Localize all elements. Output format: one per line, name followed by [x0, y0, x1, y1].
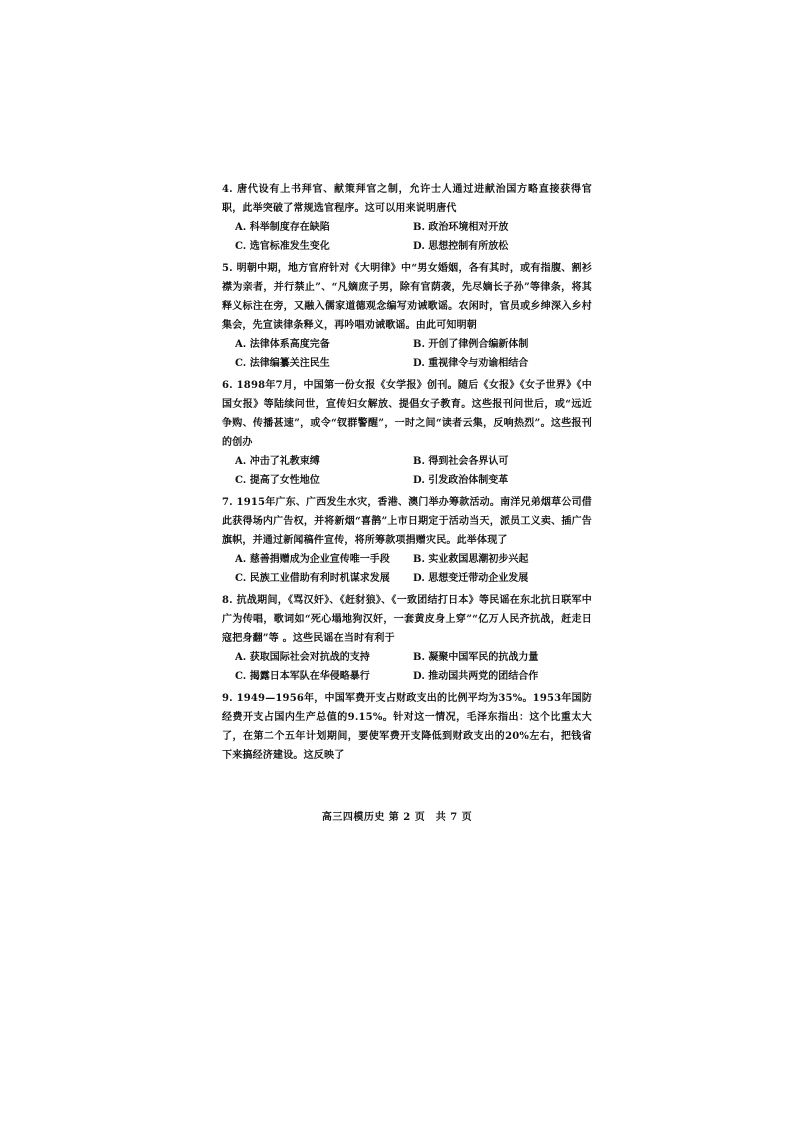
option-a: A. 法律体系高度完备 — [235, 339, 330, 350]
option-d: D. 推动国共两党的团结合作 — [413, 671, 539, 682]
option-c: C. 法律编纂关注民生 — [235, 358, 330, 369]
question-text: 1949—1956年，中国军费开支占财政支出的比例平均为35%。1953年国防经费开支占国内生产总值的9.15%。针对这一情况，毛泽东指出：这个比重太大了，在第二个五年计划期间，要使军费开支降低到财政支出的20%左右，把钱省下来搞经济建设。这反映了 — [222, 693, 592, 761]
option-b: B. 开创了律例合编新体制 — [413, 339, 529, 350]
question-text: 1898年7月，中国第一份女报《女学报》创刊。随后《女报》《女子世界》《中国女报》等陆续问世，宣传妇女解放、提倡女子教育。这些报刊问世后，或“远近争购、传播甚速”，或令“钗群警醒”，一时之间“读者云集，反响热烈”。这些报刊的创办 — [222, 380, 592, 448]
question-text: 唐代设有上书拜官、献策拜官之制，允许士人通过进献治国方略直接获得官职，此举突破了常规选官程序。这可以用来说明唐代 — [222, 184, 592, 214]
question-number: 6. — [222, 380, 233, 391]
option-list — [222, 648, 592, 686]
question-stem — [222, 689, 592, 765]
question-text: 1915年广东、广西发生水灾，香港、澳门举办筹款活动。南洋兄弟烟草公司借此获得场内广告权，并将新烟“喜鹊”上市日期定于活动当天，派员工义卖、插广告旗帜，并通过新闻稿件宣传，将所筹款项捐赠灾民。此举体现了 — [222, 497, 592, 546]
question-stem — [222, 591, 592, 648]
option-d: D. 引发政治体制变革 — [413, 475, 509, 486]
option-list — [222, 452, 592, 490]
option-d: D. 重视律令与劝谕相结合 — [413, 358, 529, 369]
question-number: 4. — [222, 184, 233, 195]
question-4 — [222, 180, 592, 256]
option-b: B. 凝聚中国军民的抗战力量 — [413, 652, 539, 663]
question-6 — [222, 376, 592, 490]
question-stem — [222, 259, 592, 335]
question-8 — [222, 591, 592, 686]
question-9 — [222, 689, 592, 765]
question-stem — [222, 493, 592, 550]
question-list — [222, 180, 592, 768]
question-text: 明朝中期，地方官府针对《大明律》中“男女婚姻，各有其时，或有指腹、割衫襟为亲者，并行禁止”、“凡嫡庶子男，除有官荫袭，先尽嫡长子孙”等律条，将其释义标注在旁，又融入儒家道德观念编写劝诫歌谣。农闲时，官员或乡绅深入乡村集会，先宣读律条释义，再吟唱劝诫歌谣。由此可知明朝 — [222, 263, 592, 331]
option-a: A. 获取国际社会对抗战的支持 — [235, 652, 370, 663]
option-a: A. 冲击了礼教束缚 — [235, 456, 320, 467]
question-7 — [222, 493, 592, 588]
question-stem — [222, 376, 592, 452]
question-5 — [222, 259, 592, 373]
question-stem — [222, 180, 592, 218]
question-number: 7. — [222, 497, 233, 508]
option-b: B. 实业救国思潮初步兴起 — [413, 554, 529, 565]
option-a: A. 慈善捐赠成为企业宣传唯一手段 — [235, 554, 390, 565]
option-b: B. 得到社会各界认可 — [413, 456, 509, 467]
question-number: 5. — [222, 263, 233, 274]
page-footer: 高三四模历史 第 2 页 共 7 页 — [321, 812, 473, 823]
question-number: 9. — [222, 693, 233, 704]
option-a: A. 科举制度存在缺陷 — [235, 222, 330, 233]
option-c: C. 揭露日本军队在华侵略暴行 — [235, 671, 370, 682]
option-list — [222, 218, 592, 256]
option-list — [222, 550, 592, 588]
option-list — [222, 335, 592, 373]
option-c: C. 提高了女性地位 — [235, 475, 320, 486]
option-b: B. 政治环境相对开放 — [413, 222, 509, 233]
option-c: C. 选官标准发生变化 — [235, 241, 330, 252]
question-number: 8. — [222, 595, 233, 606]
option-d: D. 思想控制有所放松 — [413, 241, 509, 252]
option-d: D. 思想变迁带动企业发展 — [413, 573, 529, 584]
question-text: 抗战期间，《骂汉奸》、《赶豺狼》、《一致团结打日本》等民谣在东北抗日联军中广为传唱，歌词如“死心塌地狗汉奸，一套黄皮身上穿”“亿万人民齐抗战，赶走日寇把身翻”等 。这些民谣在当时有利于 — [222, 595, 592, 644]
option-c: C. 民族工业借助有利时机谋求发展 — [235, 573, 390, 584]
